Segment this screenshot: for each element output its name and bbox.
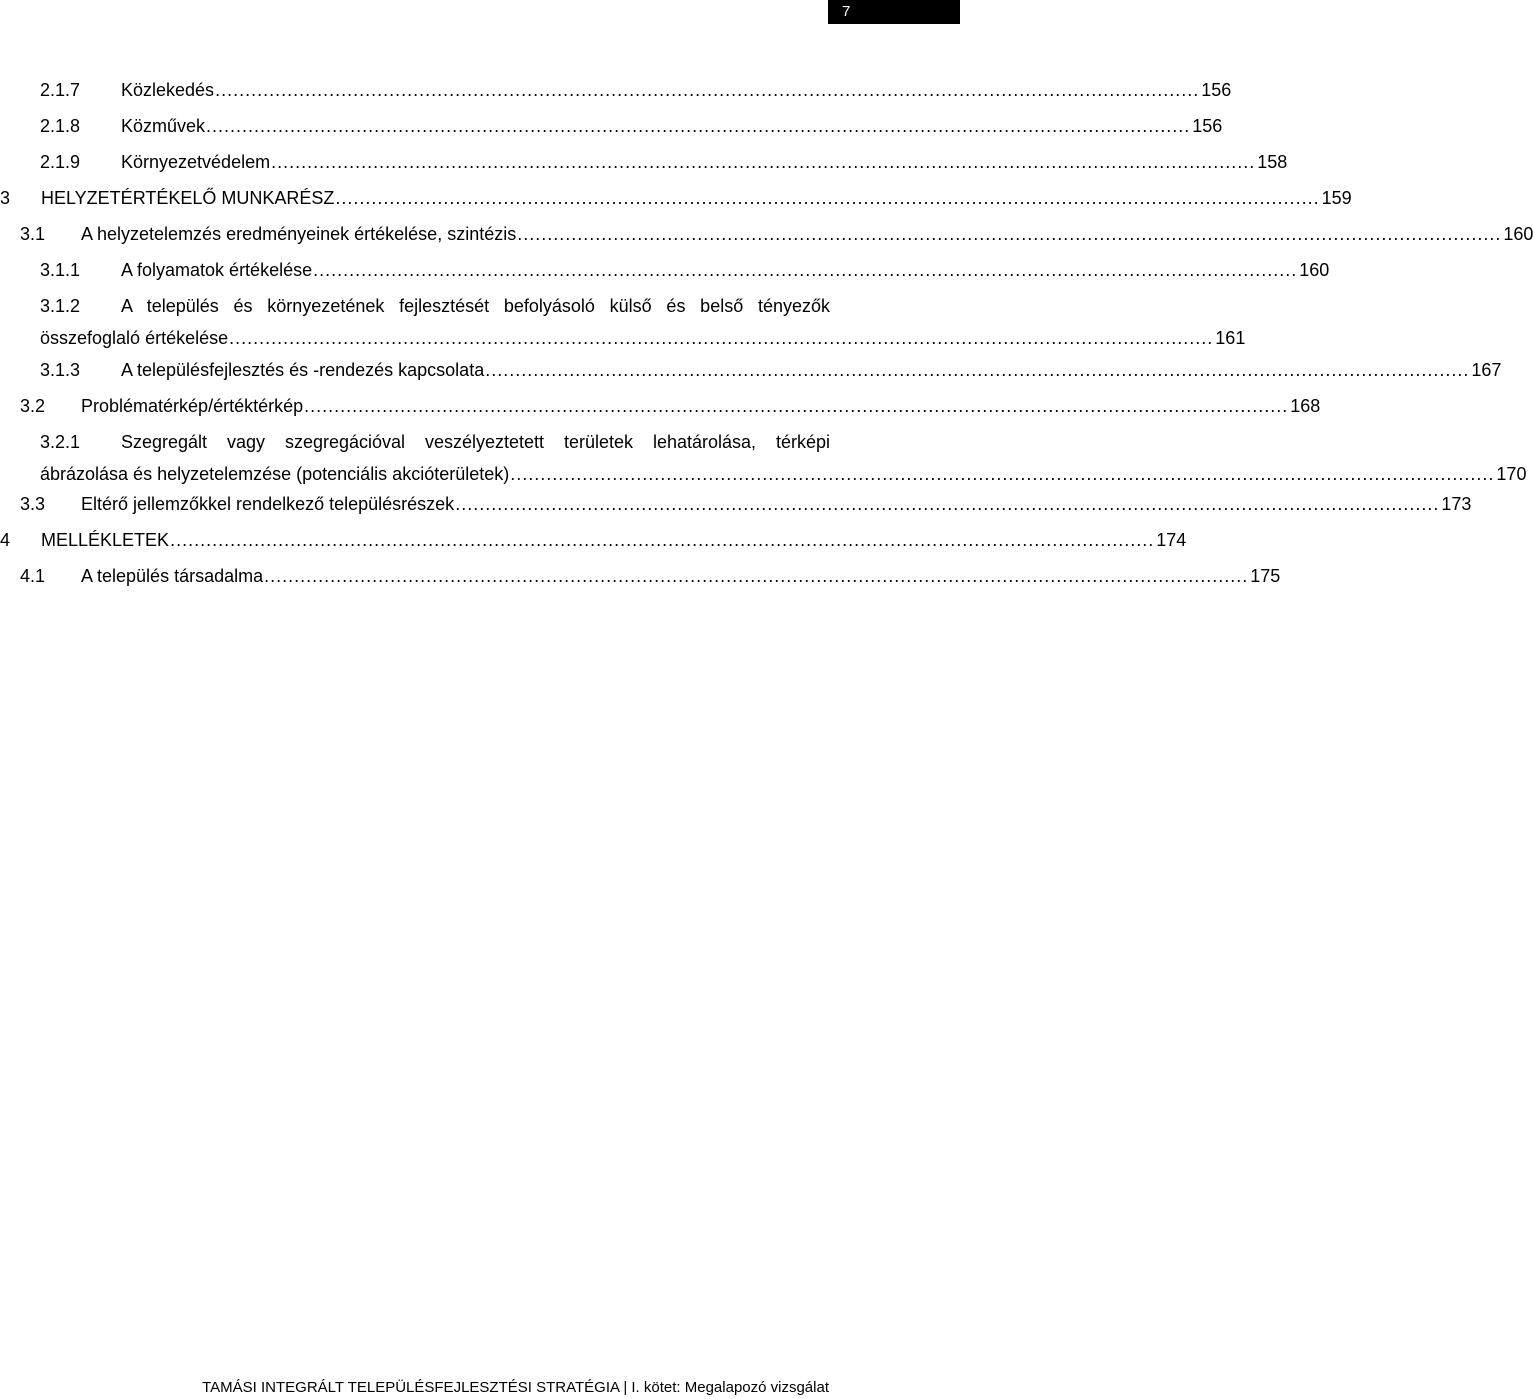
toc-title: Közművek bbox=[121, 116, 206, 136]
toc-title: Eltérő jellemzőkkel rendelkező településrészek bbox=[81, 494, 455, 514]
toc-leader: .................................................................................................................................................................... bbox=[264, 566, 1249, 586]
toc-title: Problématérkép/értéktérkép bbox=[81, 396, 304, 416]
toc-entry[interactable] bbox=[40, 252, 1330, 288]
toc-entry[interactable] bbox=[40, 352, 1502, 388]
toc-page: 170 bbox=[1496, 464, 1527, 484]
toc-page: 173 bbox=[1441, 494, 1472, 514]
toc-entry[interactable] bbox=[40, 144, 1288, 180]
toc-number: 2.1.8 bbox=[40, 116, 81, 136]
toc-leader: .................................................................................................................................................................... bbox=[271, 152, 1256, 172]
toc-title: A településfejlesztés és -rendezés kapcsolata bbox=[121, 360, 485, 380]
toc-entry[interactable] bbox=[40, 288, 1246, 352]
toc-number: 3.1.3 bbox=[40, 360, 81, 380]
page-footer: TAMÁSI INTEGRÁLT TELEPÜLÉSFEJLESZTÉSI STRATÉGIA | I. kötet: Megalapozó vizsgálat bbox=[202, 1379, 829, 1396]
toc-leader: .................................................................................................................................................................... bbox=[215, 80, 1200, 100]
toc-entry[interactable] bbox=[40, 108, 1223, 144]
toc-entry[interactable] bbox=[40, 424, 1527, 488]
toc-leader: .................................................................................................................................................................... bbox=[335, 188, 1320, 208]
toc-page: 161 bbox=[1215, 328, 1246, 348]
toc-leader: .................................................................................................................................................................... bbox=[170, 530, 1155, 550]
toc-leader: .................................................................................................................................................................... bbox=[229, 328, 1214, 348]
toc-title: A település és környezetének fejlesztését befolyásoló külső és belső tényezők bbox=[121, 296, 830, 316]
toc-leader: .................................................................................................................................................................... bbox=[485, 360, 1470, 380]
toc-number: 3 bbox=[0, 188, 11, 208]
toc-title: A folyamatok értékelése bbox=[121, 260, 313, 280]
toc-number: 3.3 bbox=[20, 494, 46, 514]
toc-entry[interactable] bbox=[20, 558, 1281, 594]
toc-number: 2.1.9 bbox=[40, 152, 81, 172]
toc-title: Közlekedés bbox=[121, 80, 215, 100]
toc-number: 3.2 bbox=[20, 396, 46, 416]
toc-number: 4 bbox=[0, 530, 11, 550]
toc-title: A helyzetelemzés eredményeinek értékelése, szintézis bbox=[81, 224, 517, 244]
toc-entry[interactable] bbox=[40, 72, 1232, 108]
toc-entry[interactable] bbox=[20, 216, 1533, 252]
toc-title: Szegregált vagy szegregációval veszélyeztetett területek lehatárolása, térképi bbox=[121, 432, 830, 452]
toc-title-continued: összefoglaló értékelése bbox=[40, 328, 229, 348]
toc-page: 175 bbox=[1250, 566, 1281, 586]
toc-page: 167 bbox=[1471, 360, 1502, 380]
toc-entry[interactable] bbox=[20, 486, 1472, 522]
toc-title: HELYZETÉRTÉKELŐ MUNKARÉSZ bbox=[41, 188, 335, 208]
toc-entry[interactable] bbox=[20, 388, 1321, 424]
toc-number: 4.1 bbox=[20, 566, 46, 586]
toc-page: 160 bbox=[1503, 224, 1533, 244]
toc-leader: .................................................................................................................................................................... bbox=[313, 260, 1298, 280]
toc-entry[interactable] bbox=[0, 522, 1187, 558]
toc-number: 3.1.2 bbox=[40, 296, 81, 316]
toc-leader: .................................................................................................................................................................... bbox=[455, 494, 1440, 514]
toc-leader: .................................................................................................................................................................... bbox=[510, 464, 1495, 484]
toc-number: 3.2.1 bbox=[40, 432, 81, 452]
toc-leader: .................................................................................................................................................................... bbox=[304, 396, 1289, 416]
toc-title: MELLÉKLETEK bbox=[41, 530, 170, 550]
toc-page: 168 bbox=[1290, 396, 1321, 416]
toc-number: 3.1 bbox=[20, 224, 46, 244]
toc-page: 174 bbox=[1156, 530, 1187, 550]
toc-page: 156 bbox=[1201, 80, 1232, 100]
toc-page: 159 bbox=[1321, 188, 1352, 208]
toc-page: 156 bbox=[1192, 116, 1223, 136]
toc-leader: .................................................................................................................................................................... bbox=[517, 224, 1502, 244]
toc-page: 158 bbox=[1257, 152, 1288, 172]
toc-title: Környezetvédelem bbox=[121, 152, 271, 172]
toc-number: 3.1.1 bbox=[40, 260, 81, 280]
toc-title: A település társadalma bbox=[81, 566, 264, 586]
toc-title-continued: ábrázolása és helyzetelemzése (potenciális akcióterületek) bbox=[40, 464, 510, 484]
toc-page: 160 bbox=[1299, 260, 1330, 280]
toc-leader: .................................................................................................................................................................... bbox=[206, 116, 1191, 136]
toc-entry[interactable] bbox=[0, 180, 1352, 216]
page-number: 7 bbox=[828, 0, 960, 24]
toc-number: 2.1.7 bbox=[40, 80, 81, 100]
